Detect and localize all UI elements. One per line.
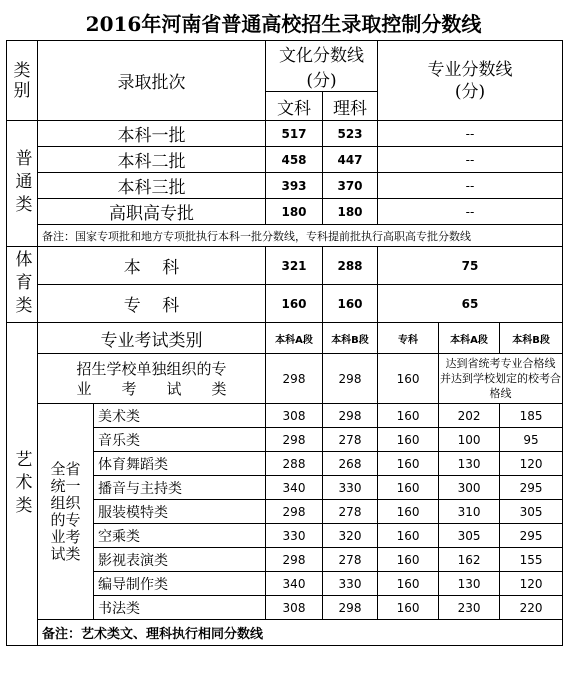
- table-row: [7, 121, 563, 147]
- batch-name: 本科三批: [38, 173, 266, 199]
- art-score-zk: 160: [378, 452, 439, 476]
- spec-score-b: 185: [500, 404, 563, 428]
- art-score-zk: 160: [378, 428, 439, 452]
- art-score-b: 278: [323, 428, 378, 452]
- spec-score-b: 120: [500, 452, 563, 476]
- document-title: 2016年河南省普通高校招生录取控制分数线: [85, 12, 482, 36]
- col-header-zk: 专科: [378, 323, 439, 354]
- spec-score-a: 310: [439, 500, 500, 524]
- unified-exam-label: 全省统一组织的专业考试类: [38, 404, 94, 620]
- spec-score-a: 130: [439, 452, 500, 476]
- spec-score-b: 295: [500, 524, 563, 548]
- batch-name: 本科二批: [38, 147, 266, 173]
- art-subject: 编导制作类: [94, 572, 266, 596]
- col-header-a: 本科A段: [266, 323, 323, 354]
- art-score-a: 308: [266, 596, 323, 620]
- science-score: 160: [323, 285, 378, 323]
- category-ordinary: 普通类: [7, 121, 38, 247]
- specialty-score: --: [378, 173, 563, 199]
- art-subject: 美术类: [94, 404, 266, 428]
- art-score-b: 278: [323, 548, 378, 572]
- art-score-a: 298: [266, 354, 323, 404]
- art-score-b: 278: [323, 500, 378, 524]
- art-score-b: 298: [323, 354, 378, 404]
- art-subject: 空乘类: [94, 524, 266, 548]
- arts-score: 517: [266, 121, 323, 147]
- art-subject: 播音与主持类: [94, 476, 266, 500]
- header-culture-score: 文化分数线(分): [266, 41, 378, 92]
- col-header-b: 本科B段: [323, 323, 378, 354]
- batch-name: 本科一批: [38, 121, 266, 147]
- art-score-zk: 160: [378, 548, 439, 572]
- header-category: 类别: [7, 41, 38, 121]
- art-score-a: 288: [266, 452, 323, 476]
- spec-score-b: 220: [500, 596, 563, 620]
- art-subject: 体育舞蹈类: [94, 452, 266, 476]
- art-score-b: 330: [323, 572, 378, 596]
- art-score-b: 320: [323, 524, 378, 548]
- specialty-score: --: [378, 147, 563, 173]
- arts-score: 180: [266, 199, 323, 225]
- art-score-a: 330: [266, 524, 323, 548]
- score-table: [6, 40, 563, 646]
- art-subject: 影视表演类: [94, 548, 266, 572]
- art-subject: 书法类: [94, 596, 266, 620]
- art-score-a: 298: [266, 428, 323, 452]
- art-score-zk: 160: [378, 354, 439, 404]
- spec-score-a: 305: [439, 524, 500, 548]
- specialty-score: --: [378, 121, 563, 147]
- spec-score-b: 295: [500, 476, 563, 500]
- table-row: [7, 620, 563, 646]
- art-score-zk: 160: [378, 404, 439, 428]
- science-score: 180: [323, 199, 378, 225]
- spec-score-a: 300: [439, 476, 500, 500]
- table-row: [7, 285, 563, 323]
- spec-score-a: 202: [439, 404, 500, 428]
- art-score-b: 268: [323, 452, 378, 476]
- art-score-zk: 160: [378, 572, 439, 596]
- science-score: 288: [323, 247, 378, 285]
- arts-score: 321: [266, 247, 323, 285]
- spec-score-a: 130: [439, 572, 500, 596]
- spec-score-a: 162: [439, 548, 500, 572]
- specialty-score: --: [378, 199, 563, 225]
- art-score-zk: 160: [378, 596, 439, 620]
- category-sports: 体育类: [7, 247, 38, 323]
- batch-name: 本 科: [38, 247, 266, 285]
- art-score-a: 340: [266, 476, 323, 500]
- art-score-b: 298: [323, 596, 378, 620]
- table-row: [7, 247, 563, 285]
- art-score-a: 308: [266, 404, 323, 428]
- spec-header-a: 本科A段: [439, 323, 500, 354]
- ordinary-note: 备注：国家专项批和地方专项批执行本科一批分数线，专科提前批执行高职高专批分数线: [38, 225, 563, 247]
- specialty-score: 75: [378, 247, 563, 285]
- header-science: 理科: [323, 92, 378, 121]
- spec-score-b: 120: [500, 572, 563, 596]
- category-art: 艺术类: [7, 323, 38, 646]
- table-row: [7, 199, 563, 225]
- header-specialty-score: 专业分数线(分): [378, 41, 563, 121]
- table-row: [7, 225, 563, 247]
- table-row: [7, 173, 563, 199]
- arts-score: 393: [266, 173, 323, 199]
- spec-score-a: 100: [439, 428, 500, 452]
- table-row: [7, 147, 563, 173]
- spec-score-a: 230: [439, 596, 500, 620]
- science-score: 447: [323, 147, 378, 173]
- art-score-a: 298: [266, 500, 323, 524]
- spec-score-b: 305: [500, 500, 563, 524]
- exam-type-header: 专业考试类别: [38, 323, 266, 354]
- art-subject: 服装模特类: [94, 500, 266, 524]
- science-score: 370: [323, 173, 378, 199]
- table-row: [7, 354, 563, 404]
- specialty-score: 65: [378, 285, 563, 323]
- spec-score-b: 95: [500, 428, 563, 452]
- art-note: 备注：艺术类文、理科执行相同分数线: [38, 620, 563, 646]
- art-score-zk: 160: [378, 476, 439, 500]
- art-score-a: 298: [266, 548, 323, 572]
- batch-name: 高职高专批: [38, 199, 266, 225]
- arts-score: 458: [266, 147, 323, 173]
- independent-spec-note: 达到省统考专业合格线 并达到学校划定的校考合格线: [439, 354, 563, 404]
- art-score-zk: 160: [378, 500, 439, 524]
- spec-header-b: 本科B段: [500, 323, 563, 354]
- batch-name: 专 科: [38, 285, 266, 323]
- art-score-zk: 160: [378, 524, 439, 548]
- art-score-a: 340: [266, 572, 323, 596]
- science-score: 523: [323, 121, 378, 147]
- spec-score-b: 155: [500, 548, 563, 572]
- header-arts: 文科: [266, 92, 323, 121]
- table-row: [7, 323, 563, 354]
- art-score-b: 330: [323, 476, 378, 500]
- independent-exam-label: 招生学校单独组织的专业考试类: [38, 354, 266, 404]
- art-score-b: 298: [323, 404, 378, 428]
- table-row: [7, 404, 563, 428]
- header-batch: 录取批次: [38, 41, 266, 121]
- arts-score: 160: [266, 285, 323, 323]
- art-subject: 音乐类: [94, 428, 266, 452]
